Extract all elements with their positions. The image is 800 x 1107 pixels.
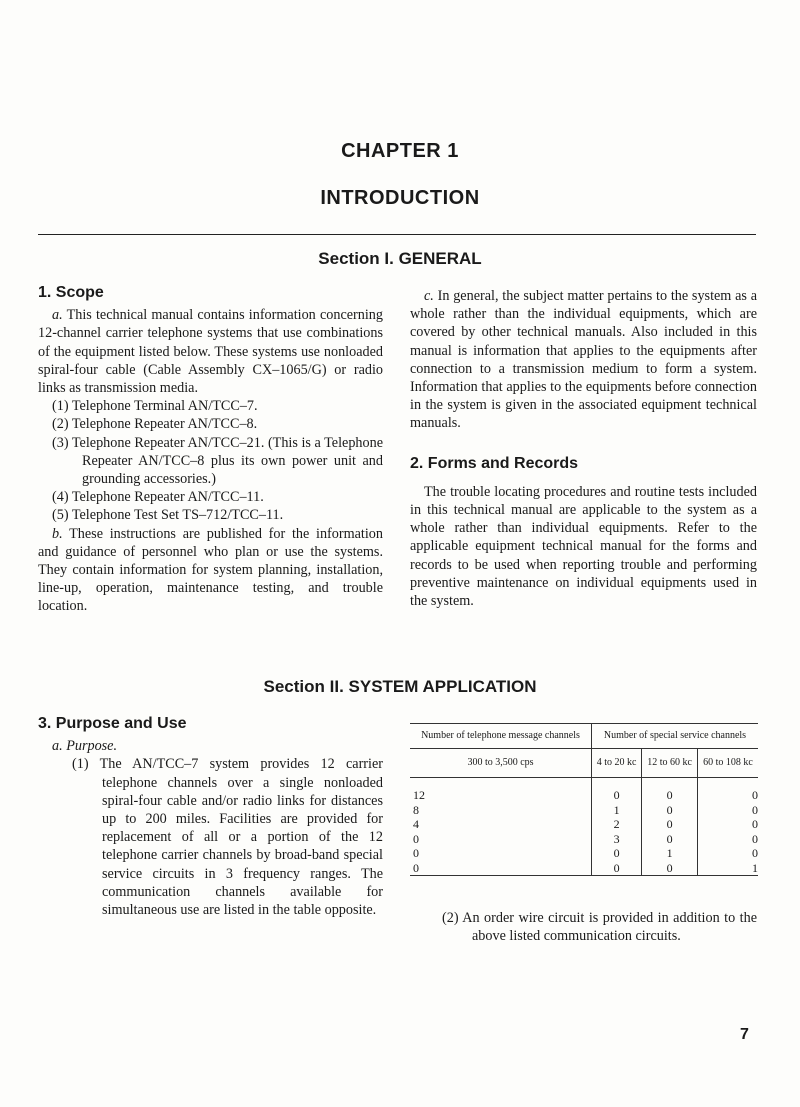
table-row bbox=[410, 861, 758, 876]
section-heading-general: Section I. GENERAL bbox=[318, 249, 482, 268]
table-cell: 0 bbox=[410, 832, 592, 847]
table-cell: 4 bbox=[410, 817, 592, 832]
scope-paragraph-c: c. In general, the subject matter pertains to the system as a whole rather than the individual equipments, which are covered by other technical manuals. Also included in this manual is information that applies to the equipments after connection to a transmission medium to form a system. Information that applies to the equipments before connection in the system is given in the associated equipment technical manuals. bbox=[410, 288, 757, 432]
scope-paragraph-a: a. This technical manual contains information concerning 12-channel carrier telephone systems that use combinations of the equipment listed below. These systems use nonloaded spiral-four cable (Cable Assembly CX–1065/G) or radio links as transmission media. bbox=[38, 307, 383, 397]
chapter-title: INTRODUCTION bbox=[320, 187, 480, 209]
table-cell: 1 bbox=[592, 803, 642, 818]
table-cell: 12 bbox=[410, 788, 592, 803]
table-cell: 0 bbox=[752, 846, 758, 860]
divider bbox=[38, 234, 756, 235]
table-cell: 0 bbox=[752, 802, 758, 817]
purpose-subheading: a. Purpose. bbox=[52, 738, 118, 755]
table-cell: 0 bbox=[592, 861, 642, 876]
scope-heading: 1. Scope bbox=[38, 284, 104, 301]
purpose-paragraph-2: (2) An order wire circuit is provided in addition to the above listed communication circuits. bbox=[442, 910, 757, 945]
table-cell: 0 bbox=[410, 861, 592, 876]
table-cell: 0 bbox=[642, 817, 698, 832]
table-cell: 0 bbox=[752, 788, 758, 802]
equipment-item: (2) Telephone Repeater AN/TCC–8. bbox=[52, 416, 258, 433]
forms-paragraph: The trouble locating procedures and routine tests included in this technical manual are applicable to the system as a whole rather than individual equipments. Refer to the applicable equipment technical manual for the forms and records to be used when reporting trouble and performing preventive maintenance on individual equipments used in the system. bbox=[410, 483, 757, 610]
purpose-section bbox=[38, 715, 383, 919]
table-cell: 0 bbox=[642, 832, 698, 847]
table-cell: 0 bbox=[642, 861, 698, 876]
table-row bbox=[410, 832, 758, 847]
chapter-heading: CHAPTER 1 bbox=[341, 140, 459, 162]
column-header: 12 to 60 kc bbox=[642, 749, 698, 778]
scope-paragraph-b: b. These instructions are published for the information and guidance of personnel who plan or use the systems. They contain information for system planning, installation, line-up, operation, maintenance testing, and trouble location. bbox=[38, 525, 383, 615]
table-cell: 1 bbox=[697, 861, 758, 876]
table-row bbox=[410, 846, 758, 861]
equipment-item: (3) Telephone Repeater AN/TCC–21. (This is a Telephone Repeater AN/TCC–8 plus its own power unit and grounding accessories.) bbox=[52, 434, 383, 488]
table-cell: 2 bbox=[592, 817, 642, 832]
table-row bbox=[410, 817, 758, 832]
table-cell: 0 bbox=[752, 831, 758, 846]
column-header: 300 to 3,500 cps bbox=[410, 749, 592, 778]
table-cell: 3 bbox=[592, 832, 642, 847]
table-cell: 0 bbox=[642, 803, 698, 818]
scope-section bbox=[38, 284, 383, 616]
channel-table bbox=[410, 723, 758, 876]
table-row bbox=[410, 788, 758, 803]
table-cell: 1 bbox=[642, 846, 698, 861]
table-cell: 0 bbox=[592, 788, 642, 803]
scope-continued bbox=[410, 287, 757, 610]
equipment-item: (5) Telephone Test Set TS–712/TCC–11. bbox=[52, 507, 284, 524]
forms-heading: 2. Forms and Records bbox=[410, 454, 579, 472]
equipment-item: (4) Telephone Repeater AN/TCC–11. bbox=[52, 489, 264, 506]
table-cell: 8 bbox=[410, 803, 592, 818]
table-cell: 0 bbox=[642, 788, 698, 803]
header-special-channels: Number of special service channels bbox=[592, 724, 759, 749]
page-number: 7 bbox=[740, 1026, 749, 1043]
table-cell: 0 bbox=[752, 817, 758, 831]
table-cell: 0 bbox=[592, 846, 642, 861]
header-telephone-channels: Number of telephone message channels bbox=[410, 724, 592, 749]
table-cell: 0 bbox=[410, 846, 592, 861]
table-row bbox=[410, 803, 758, 818]
section-heading-system-application: Section II. SYSTEM APPLICATION bbox=[263, 677, 537, 696]
equipment-item: (1) Telephone Terminal AN/TCC–7. bbox=[52, 398, 258, 415]
column-header: 4 to 20 kc bbox=[592, 749, 642, 778]
purpose-continued bbox=[410, 909, 757, 945]
purpose-paragraph-1: (1) The AN/TCC–7 system provides 12 carrier telephone channels over a single nonloaded spiral-four cable and/or radio links for distances up to 200 miles. Facilities are provided for replacement of all or a portion of the 12 telephone carrier channels by broad-band special service circuits in 3 frequency ranges. The communication channels available for simultaneous use are listed in the table opposite. bbox=[72, 756, 383, 919]
column-header: 60 to 108 kc bbox=[697, 749, 758, 778]
purpose-heading: 3. Purpose and Use bbox=[38, 715, 187, 732]
